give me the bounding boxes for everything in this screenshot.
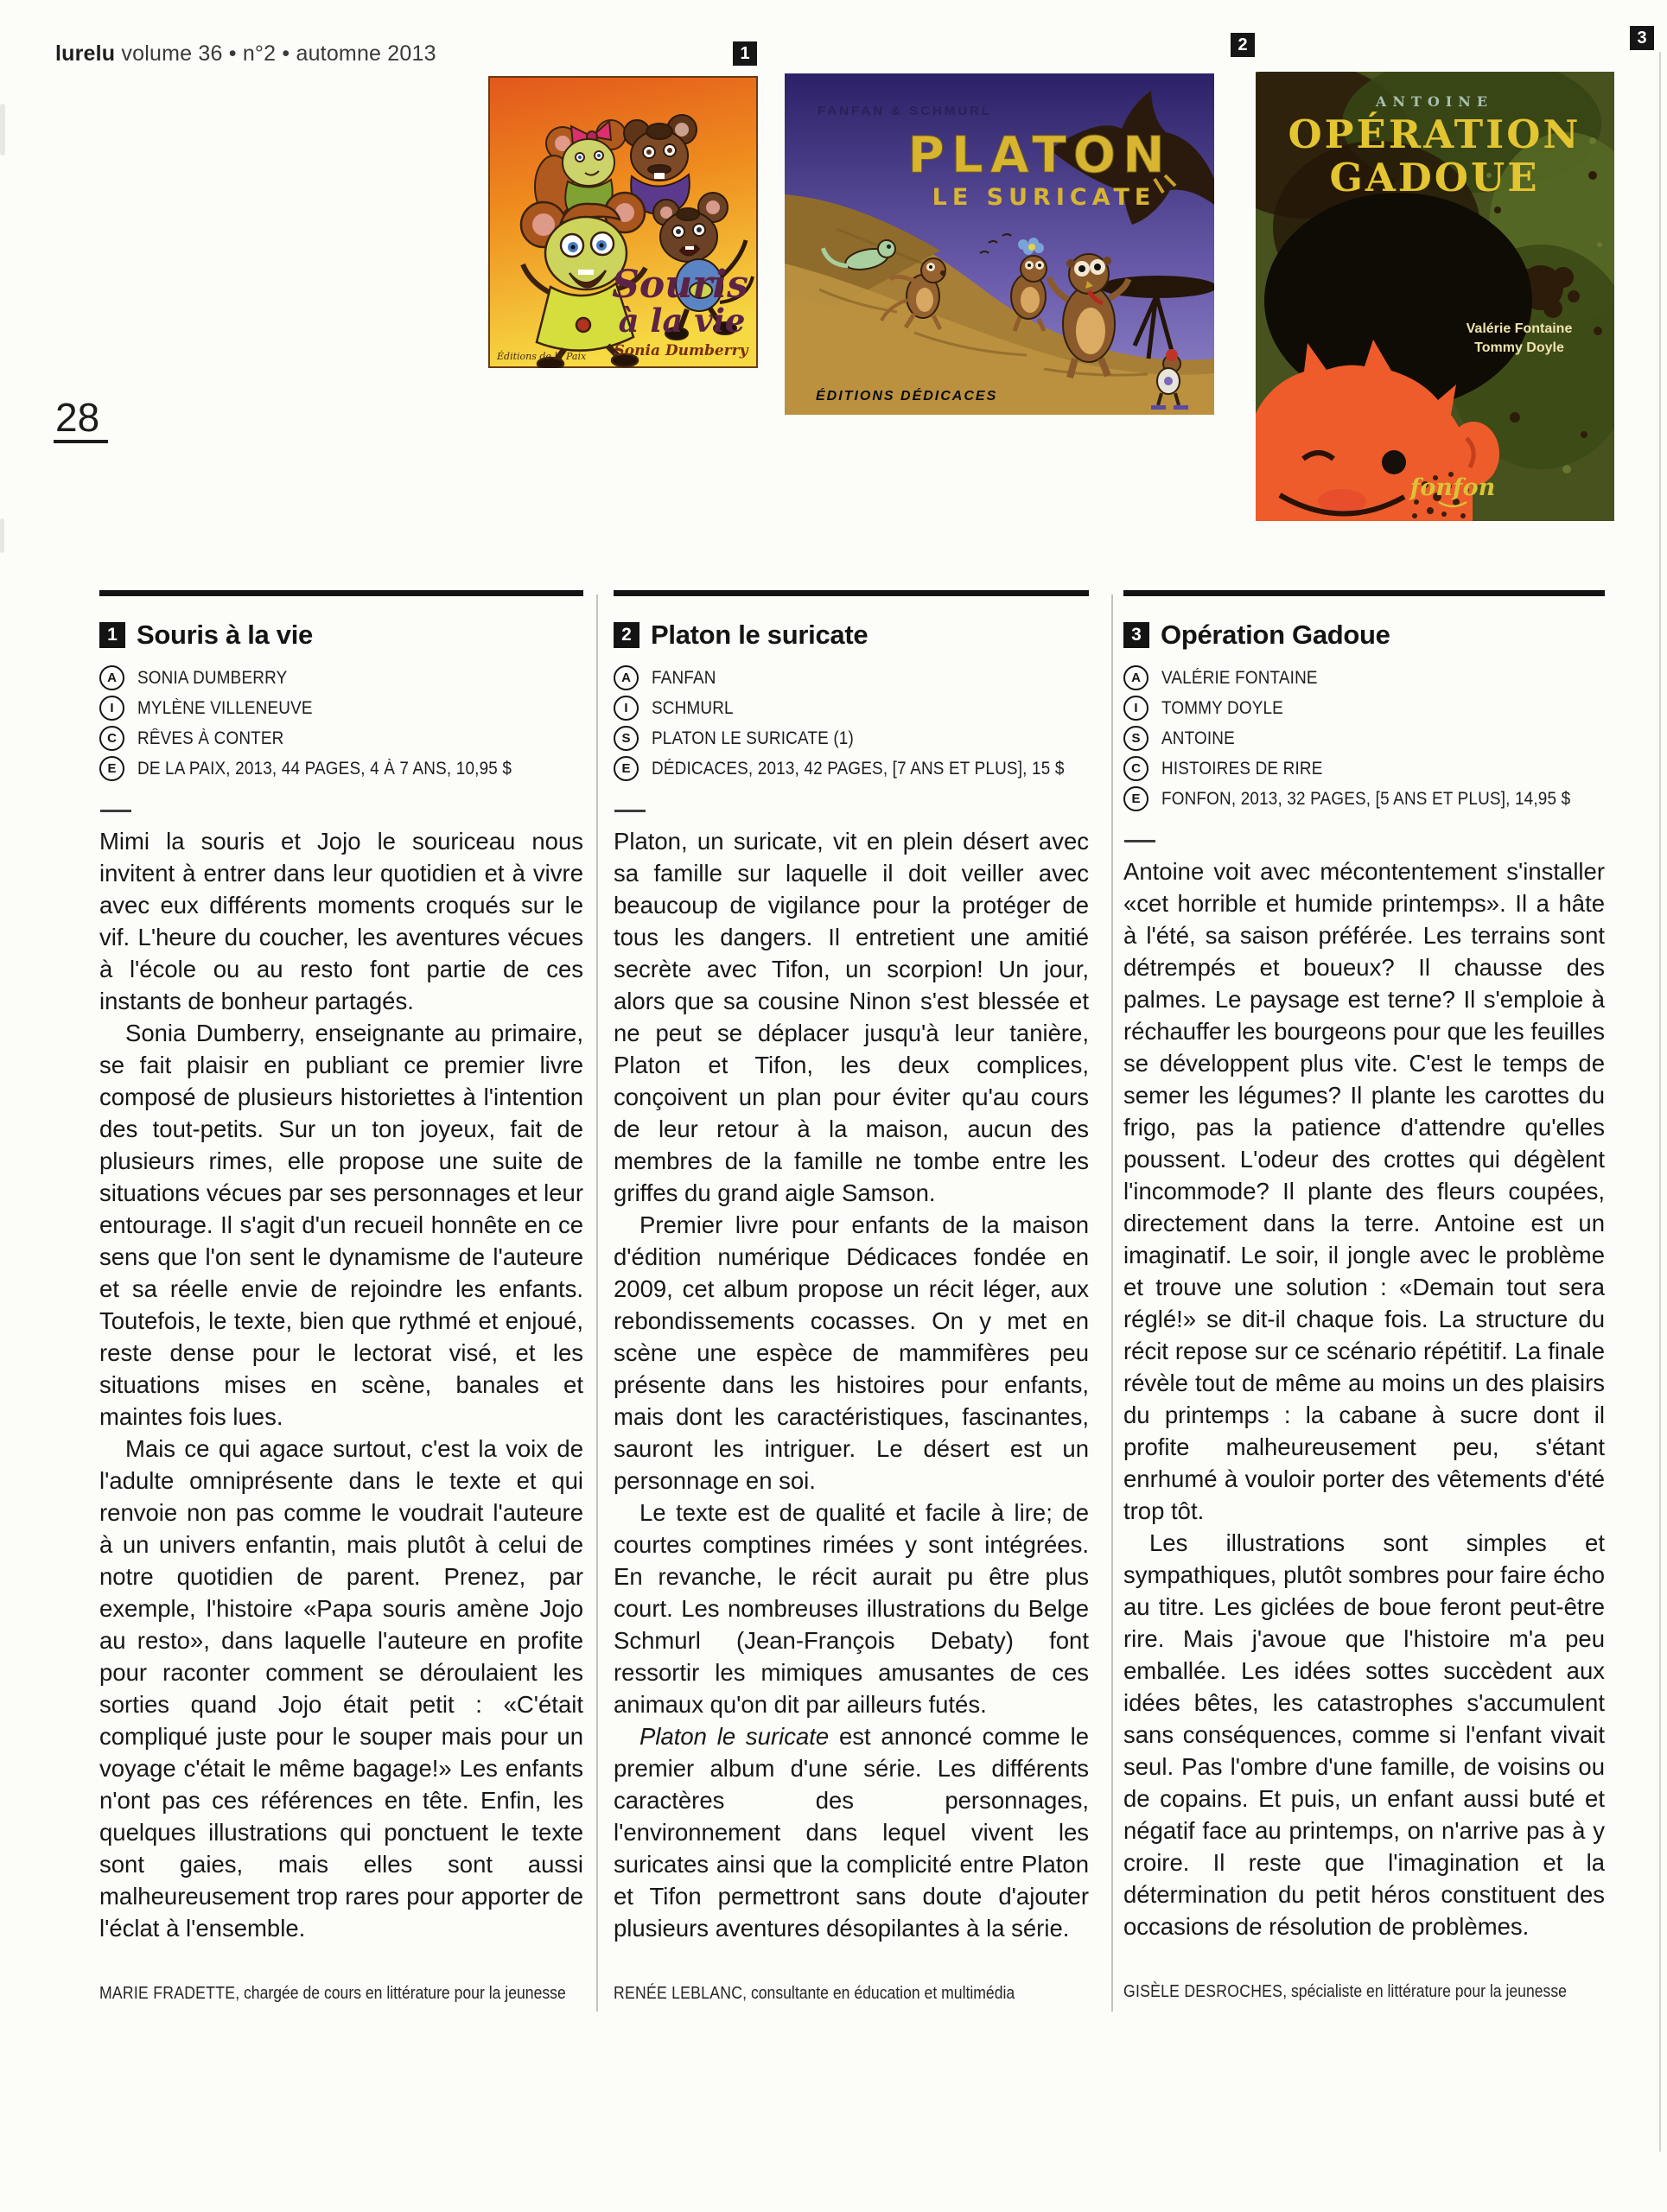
column-divider — [1111, 594, 1113, 2012]
section-dash — [100, 810, 131, 812]
cover3-author: Valérie Fontaine — [1466, 321, 1573, 336]
cover2-title: PLATON — [907, 125, 1172, 184]
review-column-operation-gadoue — [1123, 590, 1605, 2002]
meta-row-publisher: E FONFON, 2013, 32 PAGES, [5 ANS ET PLUS], 14,95 $ — [1123, 784, 1605, 814]
collection-letter-icon: C — [99, 726, 124, 751]
publisher-letter-icon: E — [99, 756, 124, 781]
meta-row-collection: C HISTOIRES DE RIRE — [1123, 753, 1605, 784]
meta-row-series: S ANTOINE — [1123, 723, 1605, 753]
cover3-series: ANTOINE — [1375, 93, 1494, 110]
review-body — [614, 825, 1089, 1944]
magazine-masthead — [55, 41, 436, 67]
meta-row-author: A FANFAN — [614, 663, 1089, 693]
cover1-title-line1: Souris — [612, 263, 748, 307]
author-letter-icon: A — [614, 665, 639, 690]
meta-row-publisher: E DÉDICACES, 2013, 42 PAGES, [7 ANS ET PLUS], 15 $ — [614, 753, 1089, 784]
column-top-rule — [99, 590, 583, 596]
cover3-title-line2: GADOUE — [1329, 155, 1540, 200]
page-number: 28 — [54, 397, 108, 443]
reviewer-credit: GISÈLE DESROCHES, spécialiste en littérature pour la jeunesse — [1123, 1982, 1567, 2001]
book-metadata-list — [614, 663, 1089, 784]
cover-tag-3: 3 — [1630, 26, 1654, 50]
reviewer-credit: MARIE FRADETTE, chargée de cours en littérature pour la jeunesse — [99, 1984, 566, 2003]
cover-tag-2: 2 — [1231, 33, 1255, 57]
cover3-title-line1: OPÉRATION — [1288, 111, 1581, 157]
review-column-platon-le-suricate — [614, 590, 1089, 2004]
cover1-publisher: Éditions de la Paix — [497, 351, 587, 362]
paragraph: Premier livre pour enfants de la maison d'édition numérique Dédicaces fondée en 2009, cet album propose un récit léger, aux rebondissements cocasses. On y met en scène une espèce de mammifères peu présente dans les histoires pour enfants, mais dont les caractéristiques, fascinantes, sauront les intriguer. Le désert est un personnage en soi. — [614, 1211, 1089, 1494]
meta-row-author: A VALÉRIE FONTAINE — [1123, 663, 1605, 693]
review-body — [99, 825, 583, 1944]
paragraph: Les illustrations sont simples et sympathiques, plutôt sombres pour faire écho au titre. Les giclées de boue feront peut-être rire. Mais j'avoue que l'histoire m'a peu emballée. Les idées sottes succèdent aux idées bêtes, les catastrophes s'accumulent sans conséquences, comme si l'enfant vivait seul. Pas l'ombre d'une famille, de voisins ou de copains. Et puis, un enfant aussi buté et négatif face au printemps, on n'arrive pas à y croire. Il reste que l'imagination et la détermination du petit héros constituent des occasions de résolution de problèmes. — [1123, 1529, 1605, 1940]
review-number-badge: 3 — [1123, 622, 1149, 648]
cover2-byline: FANFAN & SCHMURL — [818, 104, 993, 118]
paragraph: Mimi la souris et Jojo le souriceau nous invitent à entrer dans leur quotidien et à vivre avec eux différents moments croqués sur le vif. L'heure du coucher, les aventures vécues à l'école ou au resto font partie de ces instants de bonheur partagés. — [99, 828, 583, 1014]
cover3-illustrator: Tommy Doyle — [1474, 340, 1564, 355]
book-metadata-list — [99, 663, 583, 784]
cover2-publisher: ÉDITIONS DÉDICACES — [816, 389, 998, 404]
cover3-publisher-logo: fonfon — [1409, 474, 1496, 501]
cover1-title-line2: à la vie — [618, 302, 746, 340]
cover1-author: Sonia Dumberry — [614, 342, 748, 359]
paragraph: Mais ce qui agace surtout, c'est la voix de l'adulte omniprésente dans le texte et qui renvoie non pas comme le voudrait l'auteure à un univers enfantin, mais plutôt à celui de notre quotidien de parent. Prenez, par exemple, l'histoire «Papa souris amène Jojo au resto», dans laquelle l'auteure en profite pour raconter comment se déroulaient les sorties quand Jojo était petit : «C'était compliqué juste pour le souper mais pour un voyage c'était le même bagage!» Les enfants n'ont pas ces références en tête. Enfin, les quelques illustrations qui ponctuent le texte sont gaies, mais elles sont aussi malheureusement trop rares pour apporter de l'éclat à l'ensemble. — [99, 1435, 583, 1942]
cover-tag-1: 1 — [733, 41, 757, 66]
meta-row-series: S PLATON LE SURICATE (1) — [614, 723, 1089, 753]
magazine-issue-info: volume 36 • n°2 • automne 2013 — [115, 41, 436, 66]
meta-row-illustrator: I MYLÈNE VILLENEUVE — [99, 693, 583, 723]
section-dash — [1124, 840, 1155, 842]
paragraph: Antoine voit avec mécontentement s'installer «cet horrible et humide printemps». Il a hâte à l'été, sa saison préférée. Les terrains sont détrempés et boueux? Il chausse des palmes. Le paysage est terne? Il s'emploie à réchauffer les bourgeons pour que les feuilles se développent plus vite. C'est le temps de semer les légumes? Il plante les carottes du frigo, pas la patience d'attendre qu'elles poussent. L'odeur des crottes qui dégèlent l'incommode? Il plante des fleurs coupées, directement dans la terre. Antoine est un imaginatif. Le soir, il jongle avec le problème et trouve une solution : «Demain tout sera réglé!» se dit-il chaque fois. La structure du récit repose sur ce scénario répétitif. La finale révèle tout de même au moins un des plaisirs du printemps : la cabane à sucre dont il profite malheureusement peu, s'étant enrhumé à vouloir porter des vêtements d'été trop tôt. — [1123, 858, 1605, 1524]
review-title: Souris à la vie — [137, 620, 313, 650]
book-title-italic: Platon le suricate — [639, 1723, 830, 1750]
column-top-rule — [614, 590, 1089, 596]
meta-row-illustrator: I TOMMY DOYLE — [1123, 693, 1605, 723]
magazine-brand: lurelu — [55, 41, 116, 66]
author-letter-icon: A — [99, 665, 124, 690]
book-metadata-list — [1123, 663, 1605, 814]
illustrator-letter-icon: I — [99, 696, 124, 721]
author-letter-icon: A — [1123, 665, 1148, 690]
reviewer-credit: RENÉE LEBLANC, consultante en éducation et multimédia — [614, 1984, 1015, 2003]
book-cover-operation-gadoue — [1256, 72, 1614, 521]
paragraph: Platon le suricate est annoncé comme le premier album d'une série. Les différents caractères des personnages, l'environnement dans lequel vivent les suricates ainsi que la complicité entre Platon et Tifon permettront sans doute d'ajouter plusieurs aventures désopilantes à la série. — [614, 1723, 1090, 1942]
series-letter-icon: S — [1123, 726, 1148, 751]
scan-artifact — [0, 104, 5, 156]
section-dash — [614, 810, 646, 812]
illustrator-letter-icon: I — [1123, 696, 1148, 721]
series-letter-icon: S — [614, 726, 639, 751]
publisher-letter-icon: E — [614, 756, 639, 781]
meta-row-publisher: E DE LA PAIX, 2013, 44 PAGES, 4 À 7 ANS, 10,95 $ — [99, 753, 583, 784]
collection-letter-icon: C — [1123, 756, 1148, 781]
review-number-badge: 2 — [614, 622, 639, 648]
book-cover-platon-le-suricate — [785, 73, 1214, 415]
cover2-subtitle: LE SURICATE — [932, 184, 1156, 211]
review-column-souris-a-la-vie — [99, 590, 583, 2004]
paragraph: Sonia Dumberry, enseignante au primaire, se fait plaisir en publiant ce premier livre composé de plusieurs historiettes à l'intention des tout-petits. Sur un ton joyeux, fait de plusieurs rimes, elle propose une suite de situations vécues par ses personnages et leur entourage. Il s'agit d'un recueil honnête en ce sens que l'on sent le dynamisme de l'auteure et sa réelle envie de rejoindre les enfants. Toutefois, le texte, bien que rythmé et enjoué, reste dense pour le lectorat visé, et les situations mises en scène, banales et maintes fois lues. — [99, 1020, 583, 1430]
scan-artifact — [0, 518, 4, 553]
review-title: Platon le suricate — [651, 620, 868, 650]
column-divider — [596, 594, 598, 2012]
review-number-badge: 1 — [99, 622, 125, 648]
meta-row-collection: C RÊVES À CONTER — [99, 723, 583, 753]
paragraph: Platon, un suricate, vit en plein désert avec sa famille sur laquelle il doit veiller avec beaucoup de vigilance pour la protéger de tous les dangers. Il entretient une amitié secrète avec Tifon, un scorpion! Un jour, alors que sa cousine Ninon s'est blessée et ne peut se déplacer jusqu'à leur tanière, Platon et Tifon, les deux complices, conçoivent un plan pour éviter qu'au cours de leur retour à la maison, aucun des membres de la famille ne tombe entre les griffes du grand aigle Samson. — [614, 828, 1089, 1206]
column-top-rule — [1123, 590, 1605, 596]
meta-row-author: A SONIA DUMBERRY — [99, 663, 583, 693]
paragraph: Le texte est de qualité et facile à lire; de courtes comptines rimées y sont intégrées. En revanche, le récit aurait pu être plus court. Les nombreuses illustrations du Belge Schmurl (Jean-François Debaty) font ressortir les mimiques amusantes de ces animaux qu'on dit par ailleurs futés. — [614, 1499, 1089, 1718]
review-title: Opération Gadoue — [1161, 620, 1390, 650]
book-cover-souris-a-la-vie — [488, 76, 758, 368]
review-body — [1123, 855, 1605, 1942]
meta-row-illustrator: I SCHMURL — [614, 693, 1089, 723]
publisher-letter-icon: E — [1123, 786, 1148, 811]
scan-edge-line — [1659, 52, 1661, 2152]
illustrator-letter-icon: I — [614, 696, 639, 721]
